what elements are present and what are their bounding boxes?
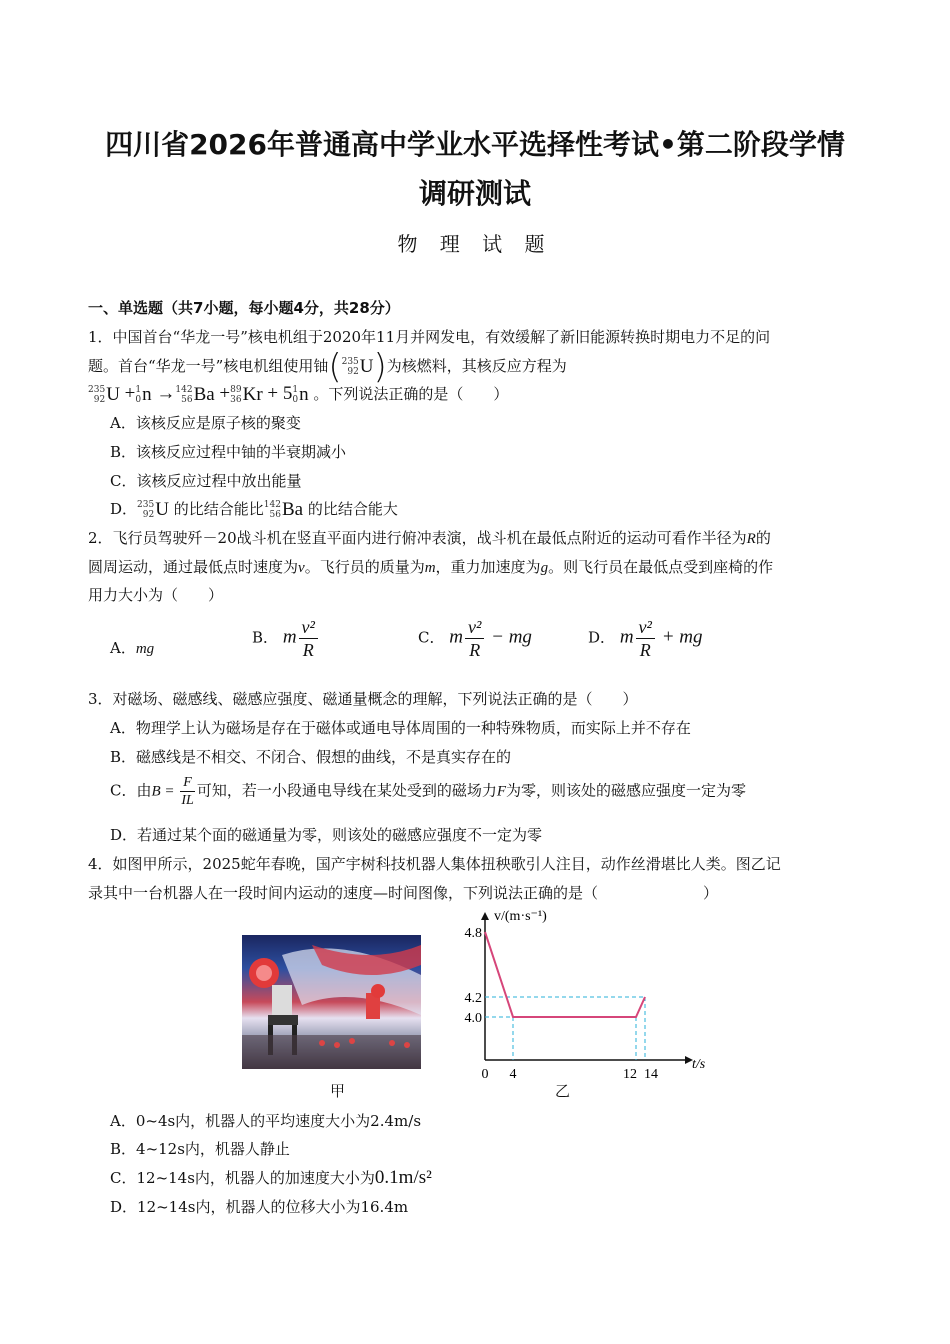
y-axis-label: v/(m·s⁻¹) bbox=[494, 909, 547, 924]
q1-option-d[interactable]: D． 235 92 U 的比结合能比 142 56 Ba 的比结合能大 bbox=[110, 499, 398, 520]
q4-option-b[interactable]: B．4~12s内，机器人静止 bbox=[110, 1140, 290, 1158]
q2-option-b[interactable]: B． m $\frac{\text{v²}}{R}$ bbox=[252, 616, 320, 661]
q4-line1: 4．如图甲所示，2025蛇年春晚，国产宇树科技机器人集体扭秧歌引人注目，动作丝滑堪比人类。图乙记 bbox=[88, 855, 781, 873]
q3-option-c[interactable]: C．由B = $\frac{F}{IL}$ 可知，若一小段通电导线在某处受到的磁场力F为零，则该处的磁感应强度一定为零 bbox=[110, 775, 747, 808]
section-heading: 一、单选题（共7小题，每小题4分，共28分） bbox=[88, 299, 400, 317]
q2-option-a[interactable]: A．mg bbox=[110, 639, 155, 657]
y-tick-label: 4.2 bbox=[464, 991, 482, 1006]
q4-line2: 录其中一台机器人在一段时间内运动的速度—时间图像，下列说法正确的是（ ） bbox=[88, 884, 719, 902]
q3-option-d[interactable]: D．若通过某个面的磁通量为零，则该处的磁感应强度不一定为零 bbox=[110, 826, 543, 844]
y-tick-label: 4.0 bbox=[464, 1011, 482, 1026]
q1-option-b[interactable]: B．该核反应过程中铀的半衰期减小 bbox=[110, 443, 347, 461]
x-tick-label: 0 bbox=[481, 1067, 489, 1082]
nuclide-u235: 235 92 U bbox=[341, 356, 374, 377]
photo-illustration bbox=[242, 935, 421, 1069]
q1-line1: 1．中国首台“华龙一号”核电机组于2020年11月并网发电，有效缓解了新旧能源转换时期电力不足的问 bbox=[88, 328, 771, 346]
figure-a-caption: 甲 bbox=[330, 1082, 346, 1100]
subject-title: 物 理 试 题 bbox=[397, 232, 553, 256]
robot-performance-photo bbox=[242, 935, 421, 1069]
page-title-line2: 调研测试 bbox=[418, 177, 531, 210]
figure-b-caption: 乙 bbox=[555, 1082, 571, 1100]
q2-line1: 2．飞行员驾驶歼－20战斗机在竖直平面内进行俯冲表演，战斗机在最低点附近的运动可看作半径为R的 bbox=[88, 529, 771, 547]
q3-stem: 3．对磁场、磁感线、磁感应强度、磁通量概念的理解，下列说法正确的是（ ） bbox=[88, 690, 638, 708]
velocity-time-chart bbox=[440, 900, 740, 1100]
velocity-line bbox=[485, 932, 645, 1017]
q3-option-b[interactable]: B．磁感线是不相交、不闭合、假想的曲线，不是真实存在的 bbox=[110, 748, 512, 766]
q1-equation: 235 92 U + 1 0 n → 142 56 Ba + 89 36 Kr + 5 1 0 n 。下列说法正确的是（ ） bbox=[88, 383, 509, 405]
x-axis-label: t/s bbox=[692, 1057, 706, 1072]
page-title-line1: 四川省2026年普通高中学业水平选择性考试•第二阶段学情 bbox=[105, 128, 845, 161]
q2-line3: 用力大小为（ ） bbox=[88, 586, 224, 604]
x-tick-label: 12 bbox=[623, 1067, 637, 1082]
q1-option-a[interactable]: A．该核反应是原子核的聚变 bbox=[110, 414, 301, 432]
y-tick-label: 4.8 bbox=[464, 926, 482, 941]
q4-option-d[interactable]: D．12~14s内，机器人的位移大小为16.4m bbox=[110, 1198, 409, 1216]
q1-line2-b: 为核燃料，其核反应方程为 bbox=[386, 357, 567, 375]
q4-option-c[interactable]: C．12~14s内，机器人的加速度大小为0.1m/s² bbox=[110, 1167, 432, 1188]
q2-option-c[interactable]: C． m $\frac{\text{v²}}{R}$ − mg bbox=[418, 617, 532, 660]
q1-line2-a: 题。首台“华龙一号”核电机组使用铀 bbox=[88, 357, 329, 375]
q4-option-a[interactable]: A．0~4s内，机器人的平均速度大小为2.4m/s bbox=[110, 1112, 422, 1130]
q1-option-c[interactable]: C．该核反应过程中放出能量 bbox=[110, 472, 302, 490]
q2-line2: 圆周运动，通过最低点时速度为v。飞行员的质量为m，重力加速度为g。则飞行员在最低点受到座椅的作 bbox=[88, 558, 774, 576]
q2-option-d[interactable]: D． m $\frac{\text{v²}}{R}$ + mg bbox=[588, 617, 703, 660]
x-tick-label: 4 bbox=[509, 1067, 517, 1082]
q3-option-a[interactable]: A．物理学上认为磁场是存在于磁体或通电导体周围的一种特殊物质，而实际上并不存在 bbox=[110, 719, 691, 737]
q1-eq-tail: 。下列说法正确的是（ ） bbox=[313, 385, 509, 403]
y-axis-arrow bbox=[481, 912, 489, 920]
q1-line2: 题。首台“华龙一号”核电机组使用铀( 235 92 U )为核燃料，其核反应方程为 bbox=[88, 347, 567, 387]
x-tick-label: 14 bbox=[644, 1067, 658, 1082]
